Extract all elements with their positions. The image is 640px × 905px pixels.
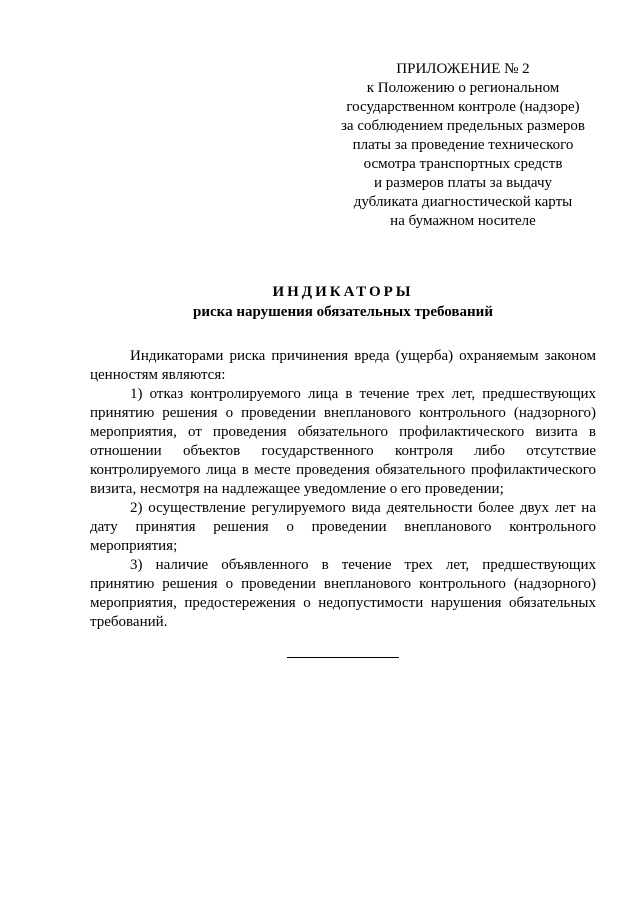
appendix-line: к Положению о региональном bbox=[366, 80, 560, 96]
appendix-line: государственном контроле (надзоре) bbox=[346, 99, 580, 115]
appendix-line: на бумажном носителе bbox=[390, 213, 536, 229]
appendix-line: и размеров платы за выдачу bbox=[373, 175, 553, 191]
closing-divider bbox=[287, 657, 399, 658]
appendix-line: за соблюдением предельных размеров bbox=[341, 118, 585, 134]
intro-paragraph: Индикаторами риска причинения вреда (ущерба) охраняемым законом ценностям являются: bbox=[90, 348, 596, 383]
document-title bbox=[90, 282, 596, 322]
appendix-line-number: ПРИЛОЖЕНИЕ № 2 bbox=[396, 61, 530, 77]
indicator-item-1: 1) отказ контролируемого лица в течение трех лет, предшествующих принятию решения о проведении внепланового контрольного (надзорного) мероприятия, от проведения обязательного профилактического визита в отношении объектов государственного контроля либо отсутствие контролируемого лица в месте проведения обязательного профилактического визита, несмотря на надлежащее уведомление о его проведении; bbox=[90, 386, 596, 497]
document-body bbox=[90, 347, 596, 632]
title-main: ИНДИКАТОРЫ bbox=[272, 284, 414, 300]
appendix-line: дубликата диагностической карты bbox=[353, 194, 573, 210]
indicator-item-3: 3) наличие объявленного в течение трех лет, предшествующих принятию решения о проведении внепланового контрольного (надзорного) мероприятия, предостережения о недопустимости нарушения обязательных требований. bbox=[90, 557, 596, 630]
appendix-line: осмотра транспортных средств bbox=[363, 156, 563, 172]
indicator-item-2: 2) осуществление регулируемого вида деятельности более двух лет на дату принятия решения о проведении внепланового контрольного мероприятия; bbox=[90, 500, 596, 554]
appendix-line: платы за проведение технического bbox=[352, 137, 574, 153]
title-subtitle: риска нарушения обязательных требований bbox=[193, 304, 493, 320]
appendix-header bbox=[330, 60, 596, 231]
